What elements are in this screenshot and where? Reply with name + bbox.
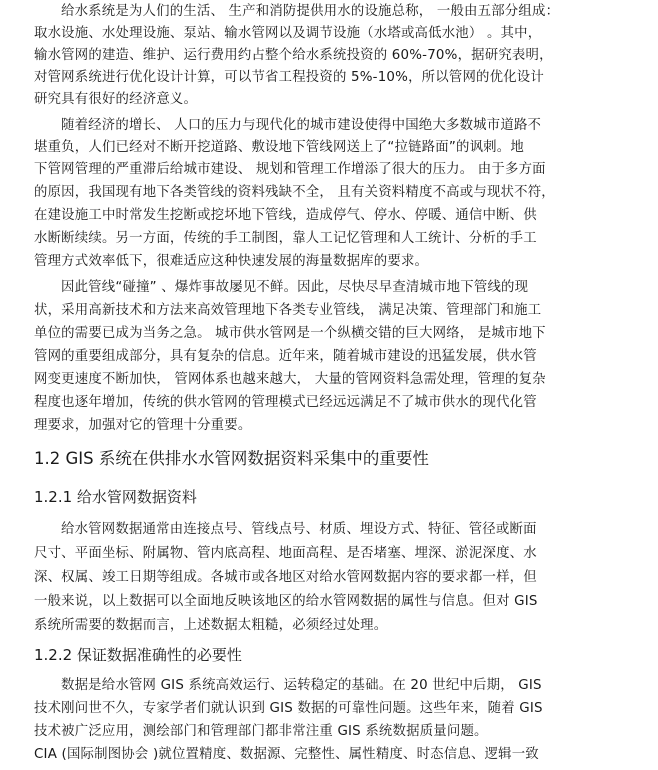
text-line: 管理方式效率低下，很难适应这种快速发展的海量数据库的要求。 — [34, 254, 429, 269]
text-line: 因此管线“碰撞” 、爆炸事故屡见不鲜。因此，尽快尽早查清城市地下管线的现 — [61, 280, 529, 295]
text-line: 堪重负，人们已经对不断开挖道路、敷设地下管线网送上了“拉链路面”的讽刺。地 — [34, 140, 524, 155]
text-line: CIA (国际制图协会 )就位置精度、数据源、完整性、属性精度、时态信息、逻辑一致 — [34, 747, 539, 762]
text-line: 理要求，加强对它的管理十分重要。 — [34, 418, 252, 433]
text-line: 研究具有很好的经济意义。 — [34, 92, 198, 107]
text-line: 数据是给水管网 GIS 系统高效运行、运转稳定的基础。在 20 世纪中后期， GIS — [61, 678, 542, 693]
text-line: 对管网系统进行优化设计计算，可以节省工程投资的 5%-10%，所以管网的优化设计 — [34, 70, 544, 85]
subsection-heading: 1.2.2 保证数据准确性的必要性 — [34, 646, 242, 664]
text-line: 下管网管理的严重滞后给城市建设、 规划和管理工作增添了很大的压力。 由于多方面 — [34, 162, 546, 177]
text-line: 输水管网的建造、维护、运行费用约占整个给水系统投资的 60%-70%，据研究表明， — [34, 48, 553, 63]
text-line: 随着经济的增长、 人口的压力与现代化的城市建设使得中国绝大多数城市道路不 — [61, 118, 542, 133]
text-line: 给水管网数据通常由连接点号、管线点号、材质、埋设方式、特征、管径或断面 — [61, 522, 537, 537]
text-line: 尺寸、平面坐标、附属物、管内底高程、地面高程、是否堵塞、埋深、淤泥深度、水 — [34, 546, 537, 561]
text-line: 状，采用高新技术和方法来高效管理地下各类专业管线， 满足决策、管理部门和施工 — [34, 303, 542, 318]
text-line: 管网的重要组成部分，具有复杂的信息。近年来，随着城市建设的迅猛发展，供水管 — [34, 349, 537, 364]
subsection-heading: 1.2.1 给水管网数据资料 — [34, 488, 197, 506]
text-line: 技术刚问世不久，专家学者们就认识到 GIS 数据的可靠性问题。这些年来，随着 GIS — [34, 701, 543, 716]
text-line: 程度也逐年增加，传统的供水管网的管理模式已经远远满足不了城市供水的现代化管 — [34, 395, 537, 410]
text-line: 取水设施、水处理设施、泵站、输水管网以及调节设施（水塔或高低水池） 。其中， — [34, 26, 542, 41]
section-heading: 1.2 GIS 系统在供排水水管网数据资料采集中的重要性 — [34, 449, 429, 468]
text-line: 水断断续续。另一方面，传统的手工制图，靠人工记忆管理和人工统计、分析的手工 — [34, 231, 537, 246]
text-line: 给水系统是为人们的生活、 生产和消防提供用水的设施总称， 一般由五部分组成： — [61, 4, 560, 19]
text-line: 单位的需要已成为当务之急。 城市供水管网是一个纵横交错的巨大网络， 是城市地下 — [34, 326, 546, 341]
text-line: 系统所需要的数据而言，上述数据太粗糙，必须经过处理。 — [34, 618, 388, 633]
text-line: 技术被广泛应用，测绘部门和管理部门都非常注重 GIS 系统数据质量问题。 — [34, 724, 488, 739]
text-line: 深、权属、竣工日期等组成。各城市或各地区对给水管网数据内容的要求都一样，但 — [34, 570, 537, 585]
text-line: 在建设施工中时常发生挖断或挖坏地下管线，造成停气、停水、停暖、通信中断、供 — [34, 208, 537, 223]
text-line: 的原因，我国现有地下各类管线的资料残缺不全， 且有关资料精度不高或与现状不符， — [34, 185, 555, 200]
text-line: 一般来说，以上数据可以全面地反映该地区的给水管网数据的属性与信息。但对 GIS — [34, 594, 538, 609]
text-line: 网变更速度不断加快， 管网体系也越来越大， 大量的管网资料急需处理，管理的复杂 — [34, 372, 546, 387]
